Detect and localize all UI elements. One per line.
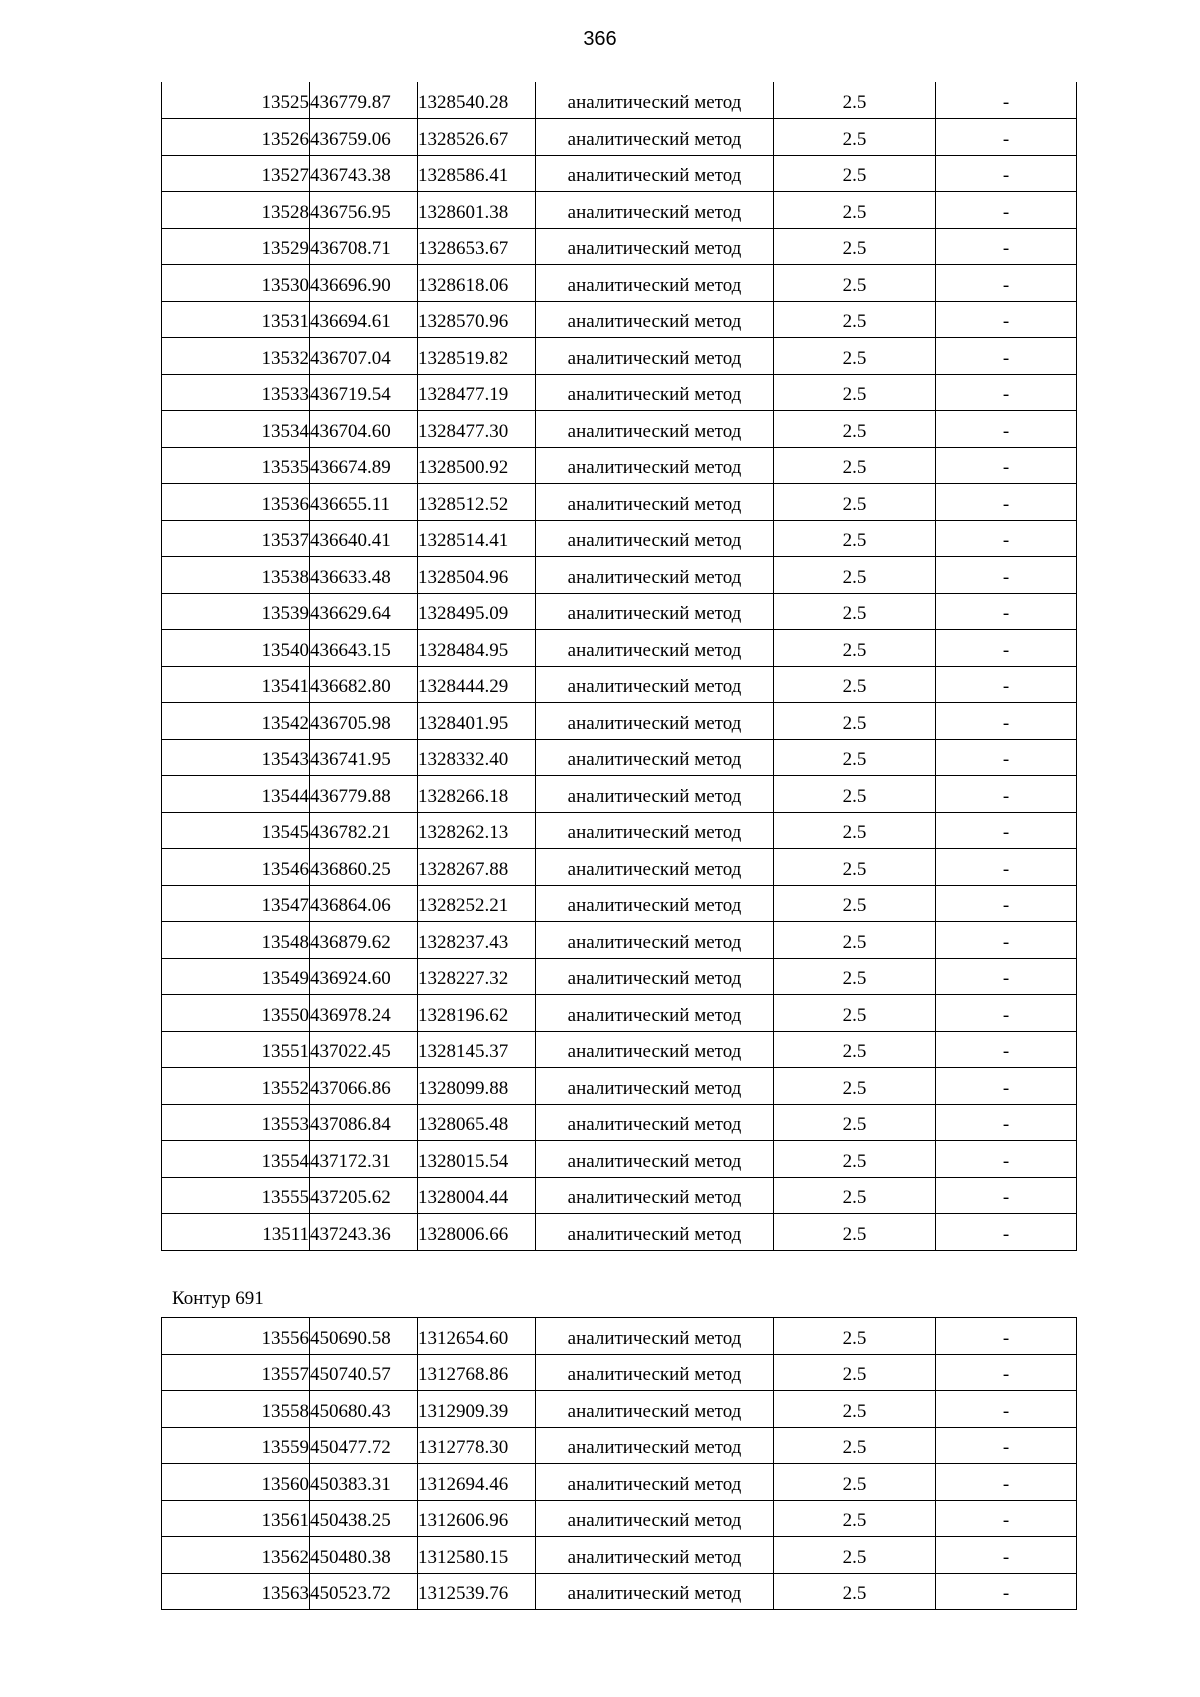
note-cell: -: [936, 265, 1077, 302]
accuracy-cell: 2.5: [774, 1177, 936, 1214]
x-coordinate-cell: 436741.95: [310, 739, 418, 776]
table-row: [162, 666, 1077, 703]
accuracy-cell: 2.5: [774, 922, 936, 959]
note-cell: -: [936, 82, 1077, 119]
point-number-cell: 13530: [162, 265, 310, 302]
point-number-cell: 13529: [162, 228, 310, 265]
method-cell: аналитический метод: [536, 119, 774, 156]
method-cell: аналитический метод: [536, 1031, 774, 1068]
method-cell: аналитический метод: [536, 630, 774, 667]
accuracy-cell: 2.5: [774, 630, 936, 667]
point-number-cell: 13532: [162, 338, 310, 375]
x-coordinate-cell: 450480.38: [310, 1537, 418, 1574]
note-cell: -: [936, 1391, 1077, 1428]
method-cell: аналитический метод: [536, 1214, 774, 1251]
point-number-cell: 13545: [162, 812, 310, 849]
point-number-cell: 13548: [162, 922, 310, 959]
section-label: Контур 691: [172, 1288, 264, 1309]
table-row: [162, 1391, 1077, 1428]
x-coordinate-cell: 436860.25: [310, 849, 418, 886]
y-coordinate-cell: 1312694.46: [418, 1464, 536, 1501]
accuracy-cell: 2.5: [774, 1031, 936, 1068]
table-row: [162, 995, 1077, 1032]
table-row: [162, 338, 1077, 375]
note-cell: -: [936, 338, 1077, 375]
point-number-cell: 13555: [162, 1177, 310, 1214]
point-number-cell: 13535: [162, 447, 310, 484]
x-coordinate-cell: 450690.58: [310, 1318, 418, 1355]
point-number-cell: 13541: [162, 666, 310, 703]
note-cell: -: [936, 1141, 1077, 1178]
point-number-cell: 13556: [162, 1318, 310, 1355]
point-number-cell: 13538: [162, 557, 310, 594]
y-coordinate-cell: 1328145.37: [418, 1031, 536, 1068]
x-coordinate-cell: 437086.84: [310, 1104, 418, 1141]
table-row: [162, 411, 1077, 448]
note-cell: -: [936, 484, 1077, 521]
x-coordinate-cell: 436782.21: [310, 812, 418, 849]
y-coordinate-cell: 1328267.88: [418, 849, 536, 886]
accuracy-cell: 2.5: [774, 1214, 936, 1251]
table-row: [162, 520, 1077, 557]
method-cell: аналитический метод: [536, 1391, 774, 1428]
method-cell: аналитический метод: [536, 338, 774, 375]
point-number-cell: 13549: [162, 958, 310, 995]
y-coordinate-cell: 1328526.67: [418, 119, 536, 156]
method-cell: аналитический метод: [536, 593, 774, 630]
method-cell: аналитический метод: [536, 922, 774, 959]
y-coordinate-cell: 1328099.88: [418, 1068, 536, 1105]
method-cell: аналитический метод: [536, 484, 774, 521]
point-number-cell: 13550: [162, 995, 310, 1032]
note-cell: -: [936, 776, 1077, 813]
method-cell: аналитический метод: [536, 192, 774, 229]
note-cell: -: [936, 447, 1077, 484]
accuracy-cell: 2.5: [774, 301, 936, 338]
method-cell: аналитический метод: [536, 1354, 774, 1391]
y-coordinate-cell: 1312539.76: [418, 1573, 536, 1610]
point-number-cell: 13557: [162, 1354, 310, 1391]
table-row: [162, 1031, 1077, 1068]
method-cell: аналитический метод: [536, 374, 774, 411]
table-row: [162, 1464, 1077, 1501]
y-coordinate-cell: 1328618.06: [418, 265, 536, 302]
accuracy-cell: 2.5: [774, 119, 936, 156]
point-number-cell: 13511: [162, 1214, 310, 1251]
table-row: [162, 1177, 1077, 1214]
method-cell: аналитический метод: [536, 1573, 774, 1610]
note-cell: -: [936, 739, 1077, 776]
accuracy-cell: 2.5: [774, 1104, 936, 1141]
x-coordinate-cell: 437205.62: [310, 1177, 418, 1214]
table-row: [162, 228, 1077, 265]
y-coordinate-cell: 1312778.30: [418, 1427, 536, 1464]
coordinates-table: [161, 82, 1077, 1251]
method-cell: аналитический метод: [536, 1177, 774, 1214]
note-cell: -: [936, 1464, 1077, 1501]
y-coordinate-cell: 1328401.95: [418, 703, 536, 740]
note-cell: -: [936, 228, 1077, 265]
accuracy-cell: 2.5: [774, 776, 936, 813]
table-row: [162, 1537, 1077, 1574]
accuracy-cell: 2.5: [774, 484, 936, 521]
table-row: [162, 1500, 1077, 1537]
note-cell: -: [936, 1068, 1077, 1105]
note-cell: -: [936, 374, 1077, 411]
method-cell: аналитический метод: [536, 411, 774, 448]
point-number-cell: 13562: [162, 1537, 310, 1574]
method-cell: аналитический метод: [536, 849, 774, 886]
note-cell: -: [936, 593, 1077, 630]
page-number: 366: [583, 28, 617, 50]
point-number-cell: 13552: [162, 1068, 310, 1105]
x-coordinate-cell: 436674.89: [310, 447, 418, 484]
accuracy-cell: 2.5: [774, 557, 936, 594]
note-cell: -: [936, 1537, 1077, 1574]
y-coordinate-cell: 1328004.44: [418, 1177, 536, 1214]
point-number-cell: 13563: [162, 1573, 310, 1610]
x-coordinate-cell: 436640.41: [310, 520, 418, 557]
note-cell: -: [936, 1427, 1077, 1464]
y-coordinate-cell: 1328570.96: [418, 301, 536, 338]
x-coordinate-cell: 450383.31: [310, 1464, 418, 1501]
method-cell: аналитический метод: [536, 228, 774, 265]
table-row: [162, 849, 1077, 886]
note-cell: -: [936, 1500, 1077, 1537]
table-row: [162, 885, 1077, 922]
x-coordinate-cell: 436633.48: [310, 557, 418, 594]
coordinates-table-contour: [161, 1317, 1077, 1610]
y-coordinate-cell: 1328477.30: [418, 411, 536, 448]
accuracy-cell: 2.5: [774, 703, 936, 740]
x-coordinate-cell: 450680.43: [310, 1391, 418, 1428]
note-cell: -: [936, 958, 1077, 995]
accuracy-cell: 2.5: [774, 995, 936, 1032]
note-cell: -: [936, 995, 1077, 1032]
note-cell: -: [936, 703, 1077, 740]
method-cell: аналитический метод: [536, 1500, 774, 1537]
accuracy-cell: 2.5: [774, 411, 936, 448]
y-coordinate-cell: 1328601.38: [418, 192, 536, 229]
x-coordinate-cell: 450438.25: [310, 1500, 418, 1537]
x-coordinate-cell: 436643.15: [310, 630, 418, 667]
y-coordinate-cell: 1312768.86: [418, 1354, 536, 1391]
accuracy-cell: 2.5: [774, 1391, 936, 1428]
method-cell: аналитический метод: [536, 1104, 774, 1141]
table-row: [162, 447, 1077, 484]
x-coordinate-cell: 436779.87: [310, 82, 418, 119]
x-coordinate-cell: 437022.45: [310, 1031, 418, 1068]
point-number-cell: 13534: [162, 411, 310, 448]
y-coordinate-cell: 1328477.19: [418, 374, 536, 411]
x-coordinate-cell: 436682.80: [310, 666, 418, 703]
point-number-cell: 13546: [162, 849, 310, 886]
x-coordinate-cell: 437243.36: [310, 1214, 418, 1251]
x-coordinate-cell: 436864.06: [310, 885, 418, 922]
method-cell: аналитический метод: [536, 885, 774, 922]
point-number-cell: 13537: [162, 520, 310, 557]
accuracy-cell: 2.5: [774, 666, 936, 703]
method-cell: аналитический метод: [536, 265, 774, 302]
accuracy-cell: 2.5: [774, 1573, 936, 1610]
x-coordinate-cell: 436719.54: [310, 374, 418, 411]
accuracy-cell: 2.5: [774, 1068, 936, 1105]
x-coordinate-cell: 436756.95: [310, 192, 418, 229]
method-cell: аналитический метод: [536, 666, 774, 703]
table-row: [162, 776, 1077, 813]
method-cell: аналитический метод: [536, 557, 774, 594]
method-cell: аналитический метод: [536, 1068, 774, 1105]
y-coordinate-cell: 1328196.62: [418, 995, 536, 1032]
method-cell: аналитический метод: [536, 1427, 774, 1464]
y-coordinate-cell: 1328540.28: [418, 82, 536, 119]
table-row: [162, 812, 1077, 849]
method-cell: аналитический метод: [536, 447, 774, 484]
accuracy-cell: 2.5: [774, 228, 936, 265]
note-cell: -: [936, 1031, 1077, 1068]
y-coordinate-cell: 1328495.09: [418, 593, 536, 630]
table-row: [162, 374, 1077, 411]
point-number-cell: 13526: [162, 119, 310, 156]
accuracy-cell: 2.5: [774, 265, 936, 302]
y-coordinate-cell: 1328444.29: [418, 666, 536, 703]
accuracy-cell: 2.5: [774, 192, 936, 229]
method-cell: аналитический метод: [536, 1464, 774, 1501]
y-coordinate-cell: 1328512.52: [418, 484, 536, 521]
y-coordinate-cell: 1328262.13: [418, 812, 536, 849]
x-coordinate-cell: 436708.71: [310, 228, 418, 265]
table-row: [162, 1573, 1077, 1610]
accuracy-cell: 2.5: [774, 812, 936, 849]
y-coordinate-cell: 1312909.39: [418, 1391, 536, 1428]
method-cell: аналитический метод: [536, 301, 774, 338]
table-row: [162, 301, 1077, 338]
x-coordinate-cell: 436705.98: [310, 703, 418, 740]
method-cell: аналитический метод: [536, 1537, 774, 1574]
point-number-cell: 13560: [162, 1464, 310, 1501]
y-coordinate-cell: 1328514.41: [418, 520, 536, 557]
table-row: [162, 1318, 1077, 1355]
table-row: [162, 739, 1077, 776]
note-cell: -: [936, 301, 1077, 338]
note-cell: -: [936, 192, 1077, 229]
point-number-cell: 13539: [162, 593, 310, 630]
accuracy-cell: 2.5: [774, 520, 936, 557]
table-row: [162, 557, 1077, 594]
y-coordinate-cell: 1328065.48: [418, 1104, 536, 1141]
point-number-cell: 13561: [162, 1500, 310, 1537]
method-cell: аналитический метод: [536, 812, 774, 849]
x-coordinate-cell: 450523.72: [310, 1573, 418, 1610]
note-cell: -: [936, 1318, 1077, 1355]
accuracy-cell: 2.5: [774, 1354, 936, 1391]
x-coordinate-cell: 436707.04: [310, 338, 418, 375]
note-cell: -: [936, 1214, 1077, 1251]
point-number-cell: 13559: [162, 1427, 310, 1464]
table-row: [162, 155, 1077, 192]
x-coordinate-cell: 450740.57: [310, 1354, 418, 1391]
point-number-cell: 13543: [162, 739, 310, 776]
y-coordinate-cell: 1328519.82: [418, 338, 536, 375]
y-coordinate-cell: 1312580.15: [418, 1537, 536, 1574]
note-cell: -: [936, 922, 1077, 959]
x-coordinate-cell: 436879.62: [310, 922, 418, 959]
y-coordinate-cell: 1328237.43: [418, 922, 536, 959]
accuracy-cell: 2.5: [774, 1427, 936, 1464]
accuracy-cell: 2.5: [774, 849, 936, 886]
y-coordinate-cell: 1328332.40: [418, 739, 536, 776]
x-coordinate-cell: 436655.11: [310, 484, 418, 521]
table-row: [162, 1141, 1077, 1178]
note-cell: -: [936, 119, 1077, 156]
y-coordinate-cell: 1328252.21: [418, 885, 536, 922]
point-number-cell: 13528: [162, 192, 310, 229]
accuracy-cell: 2.5: [774, 338, 936, 375]
x-coordinate-cell: 450477.72: [310, 1427, 418, 1464]
note-cell: -: [936, 1354, 1077, 1391]
x-coordinate-cell: 436759.06: [310, 119, 418, 156]
x-coordinate-cell: 436924.60: [310, 958, 418, 995]
table-row: [162, 958, 1077, 995]
method-cell: аналитический метод: [536, 739, 774, 776]
table-row: [162, 922, 1077, 959]
x-coordinate-cell: 436629.64: [310, 593, 418, 630]
point-number-cell: 13540: [162, 630, 310, 667]
y-coordinate-cell: 1328227.32: [418, 958, 536, 995]
accuracy-cell: 2.5: [774, 1500, 936, 1537]
point-number-cell: 13527: [162, 155, 310, 192]
note-cell: -: [936, 812, 1077, 849]
note-cell: -: [936, 1104, 1077, 1141]
x-coordinate-cell: 436704.60: [310, 411, 418, 448]
table-row: [162, 82, 1077, 119]
accuracy-cell: 2.5: [774, 1537, 936, 1574]
y-coordinate-cell: 1312654.60: [418, 1318, 536, 1355]
point-number-cell: 13558: [162, 1391, 310, 1428]
x-coordinate-cell: 436978.24: [310, 995, 418, 1032]
accuracy-cell: 2.5: [774, 447, 936, 484]
accuracy-cell: 2.5: [774, 1141, 936, 1178]
table-row: [162, 1354, 1077, 1391]
method-cell: аналитический метод: [536, 520, 774, 557]
point-number-cell: 13551: [162, 1031, 310, 1068]
accuracy-cell: 2.5: [774, 155, 936, 192]
x-coordinate-cell: 437066.86: [310, 1068, 418, 1105]
accuracy-cell: 2.5: [774, 1318, 936, 1355]
y-coordinate-cell: 1328504.96: [418, 557, 536, 594]
note-cell: -: [936, 1177, 1077, 1214]
y-coordinate-cell: 1328500.92: [418, 447, 536, 484]
note-cell: -: [936, 666, 1077, 703]
table-row: [162, 1427, 1077, 1464]
note-cell: -: [936, 557, 1077, 594]
point-number-cell: 13536: [162, 484, 310, 521]
y-coordinate-cell: 1328015.54: [418, 1141, 536, 1178]
method-cell: аналитический метод: [536, 155, 774, 192]
note-cell: -: [936, 1573, 1077, 1610]
x-coordinate-cell: 436694.61: [310, 301, 418, 338]
table-row: [162, 703, 1077, 740]
table-row: [162, 630, 1077, 667]
point-number-cell: 13533: [162, 374, 310, 411]
table-row: [162, 1214, 1077, 1251]
point-number-cell: 13547: [162, 885, 310, 922]
note-cell: -: [936, 411, 1077, 448]
table-row: [162, 484, 1077, 521]
table-row: [162, 1104, 1077, 1141]
note-cell: -: [936, 155, 1077, 192]
table-row: [162, 1068, 1077, 1105]
method-cell: аналитический метод: [536, 995, 774, 1032]
accuracy-cell: 2.5: [774, 885, 936, 922]
y-coordinate-cell: 1328006.66: [418, 1214, 536, 1251]
method-cell: аналитический метод: [536, 958, 774, 995]
note-cell: -: [936, 885, 1077, 922]
method-cell: аналитический метод: [536, 1141, 774, 1178]
accuracy-cell: 2.5: [774, 82, 936, 119]
table-row: [162, 593, 1077, 630]
method-cell: аналитический метод: [536, 1318, 774, 1355]
table-row: [162, 265, 1077, 302]
note-cell: -: [936, 520, 1077, 557]
x-coordinate-cell: 437172.31: [310, 1141, 418, 1178]
y-coordinate-cell: 1328586.41: [418, 155, 536, 192]
table-row: [162, 119, 1077, 156]
y-coordinate-cell: 1328653.67: [418, 228, 536, 265]
y-coordinate-cell: 1328484.95: [418, 630, 536, 667]
accuracy-cell: 2.5: [774, 739, 936, 776]
note-cell: -: [936, 630, 1077, 667]
x-coordinate-cell: 436743.38: [310, 155, 418, 192]
accuracy-cell: 2.5: [774, 1464, 936, 1501]
x-coordinate-cell: 436779.88: [310, 776, 418, 813]
point-number-cell: 13554: [162, 1141, 310, 1178]
point-number-cell: 13525: [162, 82, 310, 119]
table-row: [162, 192, 1077, 229]
y-coordinate-cell: 1328266.18: [418, 776, 536, 813]
point-number-cell: 13531: [162, 301, 310, 338]
accuracy-cell: 2.5: [774, 958, 936, 995]
method-cell: аналитический метод: [536, 703, 774, 740]
note-cell: -: [936, 849, 1077, 886]
point-number-cell: 13544: [162, 776, 310, 813]
method-cell: аналитический метод: [536, 82, 774, 119]
point-number-cell: 13553: [162, 1104, 310, 1141]
x-coordinate-cell: 436696.90: [310, 265, 418, 302]
y-coordinate-cell: 1312606.96: [418, 1500, 536, 1537]
method-cell: аналитический метод: [536, 776, 774, 813]
point-number-cell: 13542: [162, 703, 310, 740]
accuracy-cell: 2.5: [774, 374, 936, 411]
accuracy-cell: 2.5: [774, 593, 936, 630]
